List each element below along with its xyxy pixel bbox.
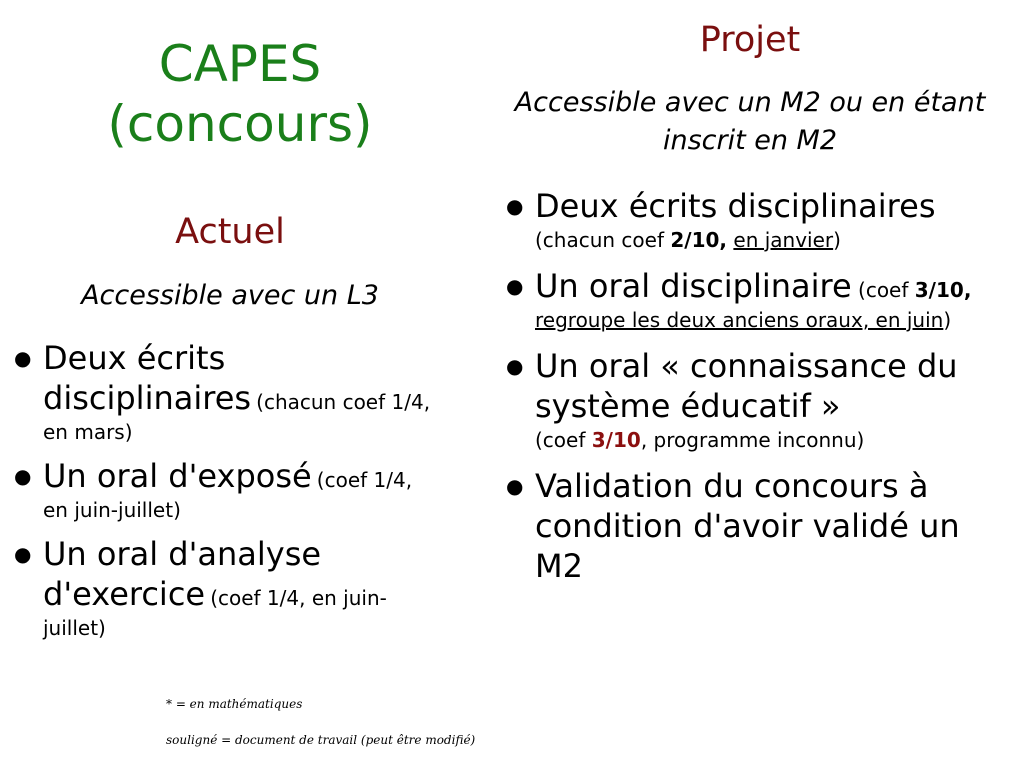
title-line-1: CAPES — [158, 35, 322, 93]
left-item-3-detail: (coef 1/4, en juin-juillet) — [43, 586, 387, 640]
left-item-1-main: Deux écrits disciplinaires — [43, 339, 252, 417]
right-item-3-open: (coef — [535, 428, 592, 452]
footnote-underline: souligné = document de travail (peut être modifié) — [166, 733, 476, 747]
right-item-1-open: (chacun coef — [535, 228, 671, 252]
right-item-2-close: ) — [943, 308, 952, 332]
right-item-3-rest: , programme inconnu) — [640, 428, 865, 452]
left-item-2-detail: (coef 1/4, en juin-juillet) — [43, 468, 413, 522]
left-item-3-main: Un oral d'analyse d'exercice — [43, 535, 322, 613]
left-subheading: Accessible avec un L3 — [81, 280, 379, 311]
left-item-1 — [10, 338, 440, 446]
right-item-2-underlined: regroupe les deux anciens oraux, en juin — [535, 308, 944, 332]
right-item-1 — [502, 186, 1002, 254]
bullet-dot-icon: ● — [506, 274, 524, 298]
right-item-2-main: Un oral disciplinaire — [535, 267, 852, 305]
right-subheading: Accessible avec un M2 ou en étant inscrit en M2 — [514, 87, 986, 156]
right-item-2 — [502, 266, 1002, 334]
bullet-dot-icon: ● — [506, 194, 524, 218]
left-item-2-main: Un oral d'exposé — [43, 457, 312, 495]
right-item-4-main: Validation du concours à condition d'avoir validé un M2 — [535, 467, 960, 585]
right-item-1-underlined: en janvier — [733, 228, 834, 252]
right-item-3 — [502, 346, 1002, 454]
bullet-dot-icon: ● — [506, 354, 524, 378]
left-item-3 — [10, 534, 440, 642]
right-item-1-main: Deux écrits disciplinaires — [535, 187, 936, 225]
title-line-2: (concours) — [107, 95, 373, 153]
left-bullet-list — [10, 338, 440, 642]
left-heading: Actuel — [175, 212, 285, 252]
slide-title — [40, 34, 440, 154]
left-item-1-detail: (chacun coef 1/4, en mars) — [43, 390, 431, 444]
right-item-3-coef: 3/10 — [591, 428, 641, 452]
bullet-dot-icon: ● — [14, 346, 32, 370]
right-item-2-coef: 3/10, — [914, 278, 972, 302]
right-item-2-open: (coef — [851, 278, 915, 302]
right-item-1-coef: 2/10, — [670, 228, 728, 252]
footnote-math: * = en mathématiques — [166, 697, 303, 711]
bullet-dot-icon: ● — [14, 464, 32, 488]
right-item-1-close: ) — [833, 228, 841, 252]
bullet-dot-icon: ● — [506, 474, 524, 498]
right-item-3-main: Un oral « connaissance du système éducatif » — [535, 347, 958, 425]
bullet-dot-icon: ● — [14, 542, 32, 566]
left-item-2 — [10, 456, 440, 524]
right-item-4 — [502, 466, 1002, 586]
right-heading: Projet — [699, 20, 801, 60]
right-bullet-list — [502, 186, 1002, 586]
